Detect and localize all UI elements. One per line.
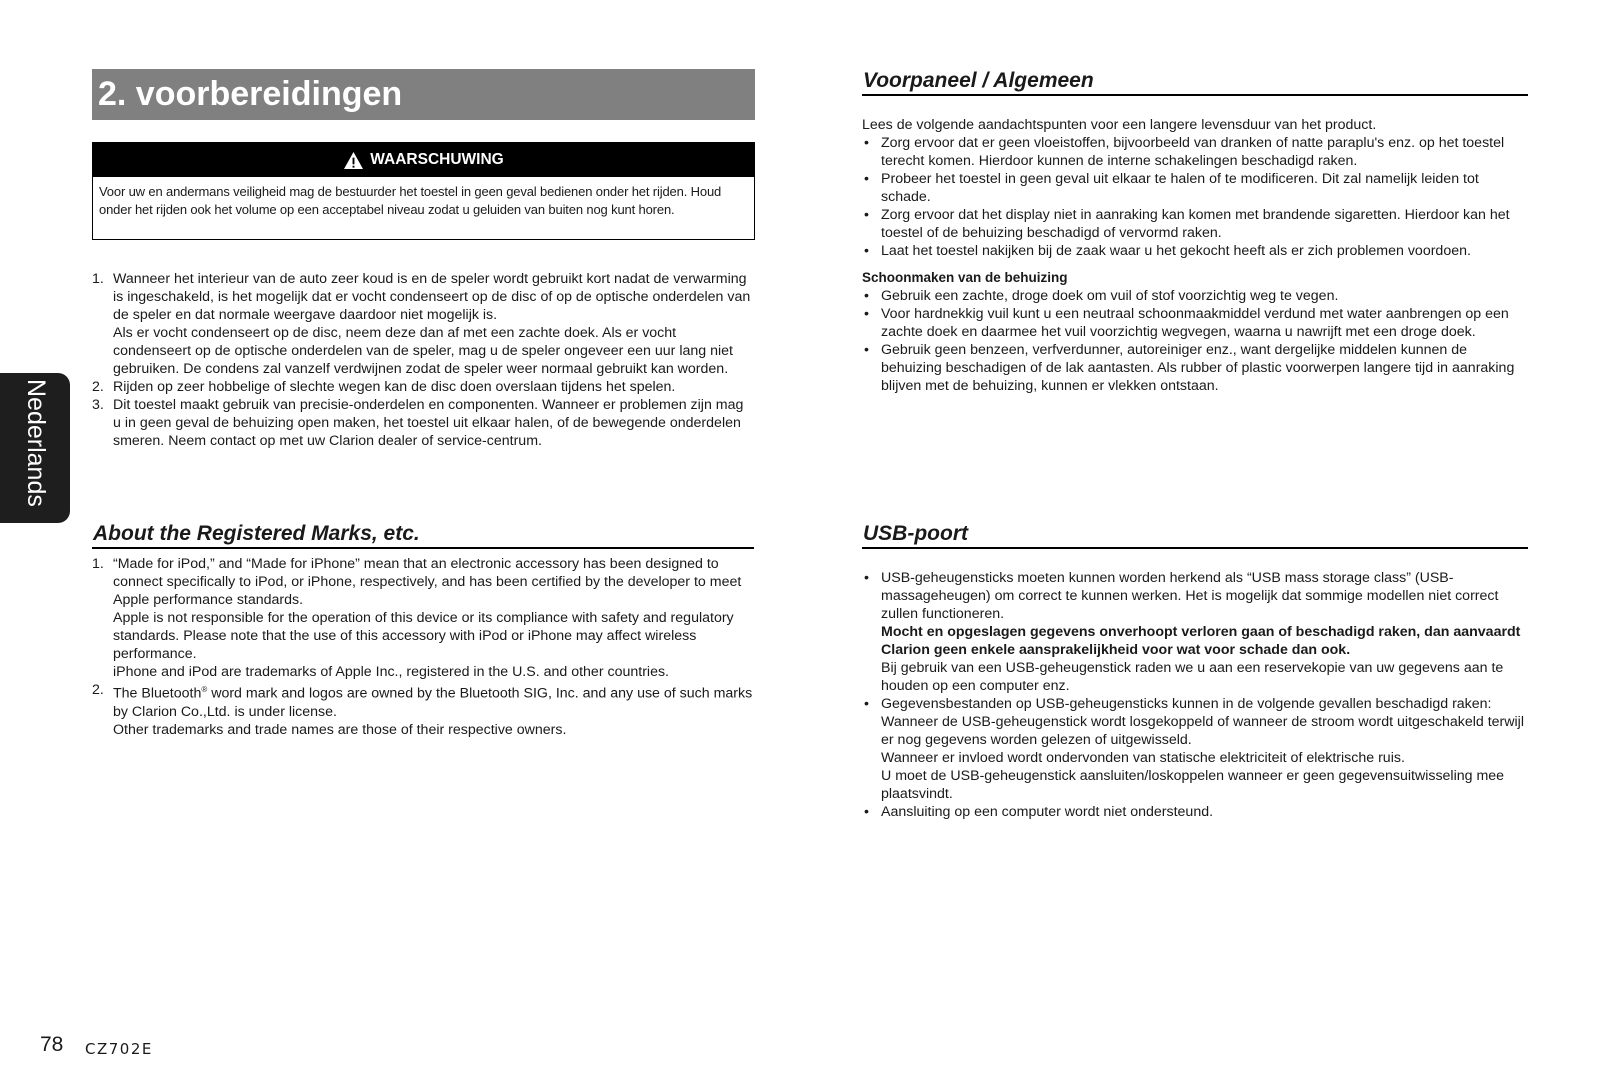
list-item: 1. “Made for iPod,” and “Made for iPhone” mean that an electronic accessory has been designed to connect specifically to iPod, or iPhone, respectively, and has been certified by the developer to meet Apple performance standards. Apple is not responsible for the operation of this device or its compliance with safety and regulatory standards. Please note that the use of this accessory with iPod or iPhone may affect wireless performance. iPhone and iPod are trademarks of Apple Inc., registered in the U.S. and other countries.	[92, 556, 742, 680]
section-title: About the Registered Marks, etc.	[92, 521, 754, 549]
intro-text: Lees de volgende aandachtspunten voor een langere levensduur van het product.	[862, 117, 1377, 133]
list-item: 2. Rijden op zeer hobbelige of slechte wegen kan de disc doen overslaan tijdens het spelen.	[92, 379, 676, 395]
list-item: • Probeer het toestel in geen geval uit elkaar te halen of te modificeren. Dit zal namelijk leiden tot schade.	[862, 170, 1528, 206]
front-panel-section	[862, 68, 1528, 395]
page-number: 78	[40, 1033, 64, 1056]
section-title: USB-poort	[862, 521, 1528, 549]
list-item: • Gebruik geen benzeen, verfverdunner, autoreiniger enz., want dergelijke middelen kunnen de behuizing beschadigen of de lak aantasten. Als rubber of plastic voorwerpen langere tijd in aanraking blijven met de behuizing, kunnen er vlekken ontstaan.	[862, 341, 1528, 395]
left-precautions-list	[92, 270, 754, 450]
chapter-title: 2. voorbereidingen	[92, 69, 755, 120]
list-item: 1. Wanneer het interieur van de auto zeer koud is en de speler wordt gebruikt kort nadat de verwarming is ingeschakeld, is het mogelijk dat er vocht condenseert op de disc of op de optische onderdelen van de speler en dat normale weergave daardoor niet mogelijk is. Als er vocht condenseert op de disc, neem deze dan af met een zachte doek. Als er vocht condenseert op de optische onderdelen van de speler, mag u de speler ongeveer een uur lang niet gebruiken. De condens zal vanzelf verdwijnen zodat de speler weer normaal gebruikt kan worden.	[92, 271, 751, 377]
model-name: CZ702E	[85, 1040, 153, 1058]
list-item: • Zorg ervoor dat het display niet in aanraking kan komen met brandende sigaretten. Hierdoor kan het toestel of de behuizing beschadigd of vervormd raken.	[862, 206, 1528, 242]
list-item: • Gegevensbestanden op USB-geheugensticks kunnen in de volgende gevallen beschadigd raken: Wanneer de USB-geheugenstick wordt losgekoppeld of wanneer de stroom wordt uitgeschakeld terwijl er nog gegevens worden gelezen of uitgewisseld. Wanneer er invloed wordt ondervonden van statische elektriciteit of elektrische ruis. U moet de USB-geheugenstick aansluiten/loskoppelen wanneer er geen gegevensuitwisseling mee plaatsvindt.	[862, 695, 1528, 803]
language-label: Nederlands	[22, 379, 50, 507]
language-side-tab	[0, 373, 70, 523]
warning-text: Voor uw en andermans veiligheid mag de bestuurder het toestel in geen geval bedienen onder het rijden. Houd onder het rijden ook het volume op een acceptabel niveau zodat u geluiden van buiten nog kunt horen.	[99, 184, 722, 217]
cleaning-heading: Schoonmaken van de behuizing	[862, 270, 1068, 285]
list-item: • Zorg ervoor dat er geen vloeistoffen, bijvoorbeeld van dranken of natte paraplu's enz. op het toestel terecht komen. Hierdoor kunnen de interne schakelingen beschadigd raken.	[862, 134, 1528, 170]
list-item: 2. The Bluetooth® word mark and logos are owned by the Bluetooth SIG, Inc. and any use of such marks by Clarion Co.,Ltd. is under license. Other trademarks and trade names are those of their respective owners.	[92, 682, 753, 738]
warning-header	[93, 143, 754, 177]
warning-heading: WAARSCHUWING	[370, 151, 504, 168]
usb-section	[862, 521, 1528, 821]
list-item: • USB-geheugensticks moeten kunnen worden herkend als “USB mass storage class” (USB-massageheugen) om correct te kunnen werken. Het is mogelijk dat sommige modellen niet correct zullen functioneren. Mocht en opgeslagen gegevens onverhoopt verloren gaan of beschadigd raken, dan aanvaardt Clarion geen enkele aansprakelijkheid voor wat voor schade dan ook. Bij gebruik van een USB-geheugenstick raden we u aan een reservekopie van uw gegevens aan te houden op een computer enz.	[862, 569, 1528, 695]
warning-triangle-icon	[343, 151, 364, 170]
list-item: • Laat het toestel nakijken bij de zaak waar u het gekocht heeft als er zich problemen voordoen.	[862, 242, 1528, 260]
list-item: • Voor hardnekkig vuil kunt u een neutraal schoonmaakmiddel verdund met water aanbrengen op een zachte doek en daarmee het vuil voorzichtig wegvegen, waarna u nawrijft met een droge doek.	[862, 305, 1528, 341]
list-item: • Aansluiting op een computer wordt niet ondersteund.	[862, 803, 1528, 821]
warning-box	[92, 142, 755, 240]
list-item: • Gebruik een zachte, droge doek om vuil of stof voorzichtig weg te vegen.	[862, 287, 1528, 305]
registered-marks-section	[92, 521, 754, 739]
section-title: Voorpaneel / Algemeen	[862, 68, 1528, 96]
list-item: 3. Dit toestel maakt gebruik van precisie-onderdelen en componenten. Wanneer er problemen zijn mag u in geen geval de behuizing open maken, het toestel uit elkaar halen, of de bewegende onderdelen smeren. Neem contact op met uw Clarion dealer of service-centrum.	[92, 397, 744, 449]
